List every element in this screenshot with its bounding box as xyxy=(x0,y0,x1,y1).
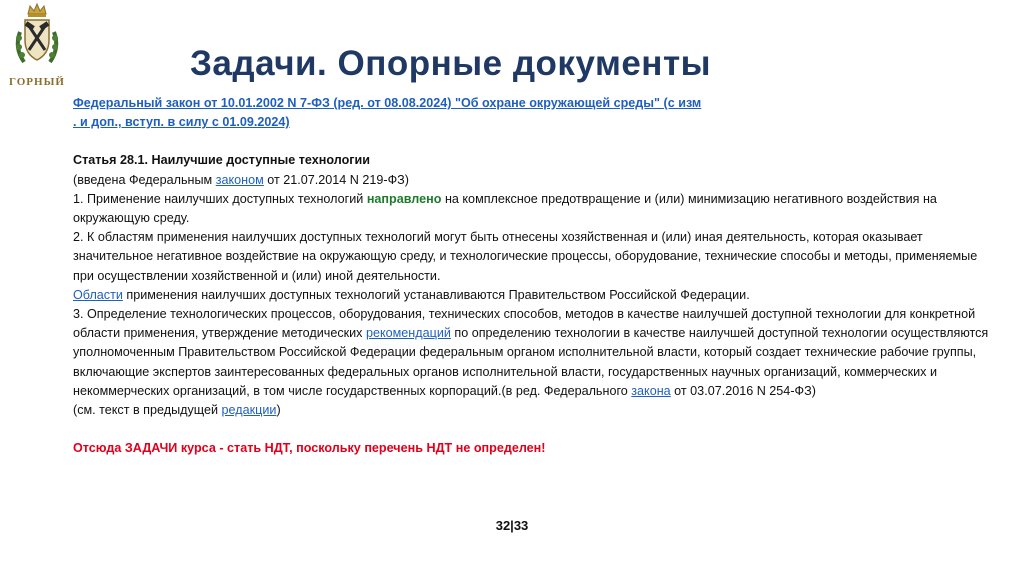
crossed-hammers-emblem-icon xyxy=(10,2,64,74)
page-number: 32|33 xyxy=(495,518,529,533)
article-intro-tail: от 21.07.2014 N 219-ФЗ) xyxy=(263,172,409,187)
paragraph-2: 2. К областям применения наилучших доступных технологий могут быть отнесены хозяйственная и (или) иная деятельность, которая оказывает значительное негативное воздействие на окружающую среду, и технологические процессы, оборудование, технические способы и методы, применяемые при осуществлении хозяйственной и (или) иной деятельности. xyxy=(73,230,978,283)
areas-link[interactable]: Области xyxy=(73,287,123,302)
paragraph-2b-text: применения наилучших доступных технологий устанавливаются Правительством Российской Федерации. xyxy=(122,287,750,302)
paragraph-3-text: 3. Определение технологических процессов, оборудования, технических способов, методов в качестве наилучшей доступной технологии для конкретной области применения, утверждение методических xyxy=(73,307,976,341)
article-heading: Статья 28.1. Наилучшие доступные технологии xyxy=(73,153,370,168)
paragraph-4-text: (см. текст в предыдущей xyxy=(73,403,222,418)
university-logo xyxy=(4,2,70,94)
paragraph-4 xyxy=(73,401,998,420)
paragraph-1 xyxy=(73,190,998,228)
recommendations-link[interactable]: рекомендаций xyxy=(365,326,451,341)
slide-content xyxy=(73,94,998,458)
amendment-law-link[interactable]: закона xyxy=(631,383,671,398)
intro-law-link[interactable]: законом xyxy=(215,172,264,187)
federal-law-link-line1: Федеральный закон от 10.01.2002 N 7-ФЗ (ред. от 08.08.2024) "Об охране окружающей среды" (с изм xyxy=(73,96,702,110)
paragraph-3-middle: по определению технологии в качестве наилучшей доступной технологии осуществляются уполномоченным Правительством Российской Федерации федеральным органом исполнительной власти, который создает технические рабочие группы, включающие экспертов заинтересованных федеральных органов исполнительной власти, государственных научных организаций, коммерческих и некоммерческих организаций, в том числе государственных корпораций.(в ред. Федерального xyxy=(73,326,989,398)
previous-edition-link[interactable]: редакции xyxy=(221,403,277,418)
spacer xyxy=(73,132,998,151)
paragraph-3 xyxy=(73,305,998,401)
paragraph-2b xyxy=(73,286,998,305)
logo-caption: ГОРНЫЙ xyxy=(9,76,65,88)
federal-law-link-line2: . и доп., вступ. в силу с 01.09.2024) xyxy=(73,115,290,130)
paragraph-3-tail: от 03.07.2016 N 254-ФЗ) xyxy=(670,383,816,398)
spacer xyxy=(73,420,998,439)
article-intro-text: (введена Федеральным xyxy=(73,172,216,187)
paragraph-4-tail: ) xyxy=(276,403,281,418)
page-title: Задачи. Опорные документы xyxy=(190,44,711,83)
paragraph-1-tail: на комплексное предотвращение и (или) минимизацию негативного воздействия на окружающую среду. xyxy=(73,191,937,226)
highlight-green: направлено xyxy=(366,191,442,206)
federal-law-link[interactable] xyxy=(73,96,701,129)
article-intro xyxy=(73,171,998,190)
paragraph-1-text: 1. Применение наилучших доступных технологий xyxy=(73,191,367,206)
conclusion-text: Отсюда ЗАДАЧИ курса - стать НДТ, поскольку перечень НДТ не определен! xyxy=(73,441,546,456)
